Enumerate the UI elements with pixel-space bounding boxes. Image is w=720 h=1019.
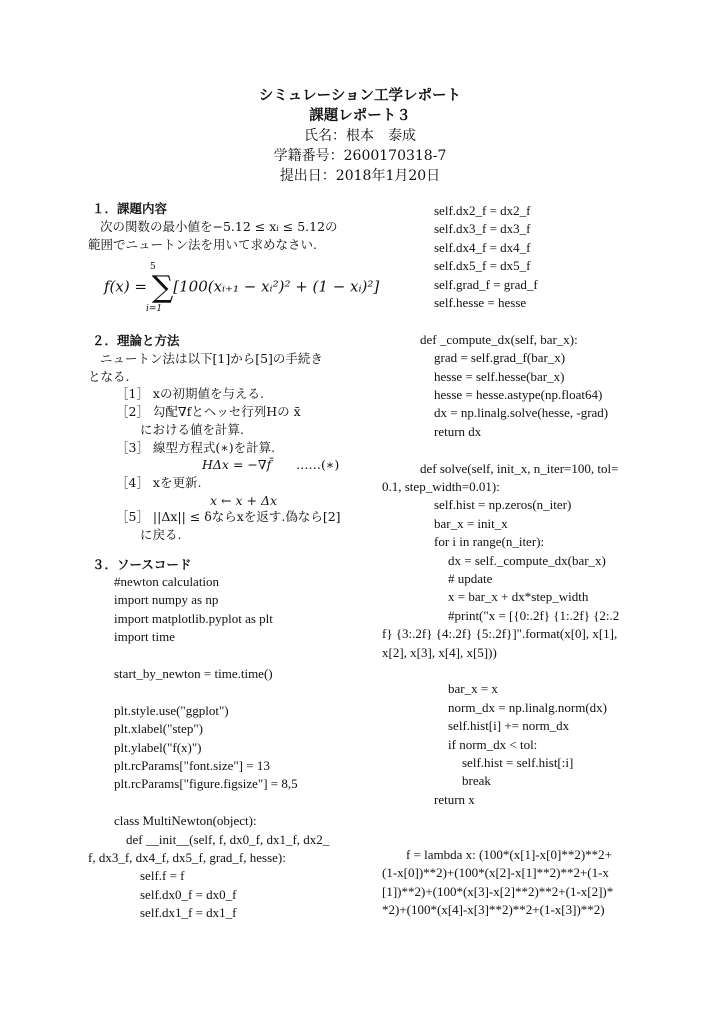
code-line: self.grad_f = grad_f: [434, 276, 538, 292]
code-line: *2)+(100*(x[4]-x[3]**2)**2+(1-x[3])**2): [382, 902, 605, 918]
code-line: self.dx5_f = dx5_f: [434, 258, 531, 274]
sum-upper-limit: 5: [150, 262, 156, 272]
procedure-step-1: ［1］ xの初期値を与える.: [116, 386, 264, 401]
code-line: [1])**2)+(100*(x[3]-x[2]**2)**2+(1-x[2])*: [382, 883, 614, 899]
sum-lower-limit: i=1: [146, 304, 163, 314]
section3-heading: ３．ソースコード: [92, 557, 192, 572]
code-line: f = lambda x: (100*(x[1]-x[0]**2)**2+: [406, 847, 613, 862]
report-title: シミュレーション工学レポート: [258, 87, 462, 104]
code-line: hesse = hesse.astype(np.float64): [434, 387, 603, 402]
procedure-step-4: ［4］ xを更新.: [116, 475, 202, 490]
code-line: (1-x[0])**2)+(100*(x[2]-x[1]**2)**2+(1-x: [382, 865, 609, 881]
code-line: dx = np.linalg.solve(hesse, -grad): [434, 405, 609, 421]
code-line: plt.style.use("ggplot"): [114, 702, 229, 718]
formula-rhs: [100(xᵢ₊₁ − xᵢ²)² + (1 − xᵢ)²]: [173, 277, 380, 296]
procedure-step-5: ［5］ ||Δx|| ≤ δならxを返す.偽なら[2]: [116, 509, 341, 524]
code-line: self.hist[i] += norm_dx: [448, 718, 570, 734]
code-line: self.dx0_f = dx0_f: [140, 886, 237, 902]
section1-heading: １．課題内容: [92, 201, 168, 216]
code-line: plt.xlabel("step"): [114, 721, 203, 737]
code-line: self.dx4_f = dx4_f: [434, 239, 531, 255]
objective-formula: [104, 262, 380, 314]
code-line: def _compute_dx(self, bar_x):: [420, 331, 578, 347]
code-line: self.hesse = hesse: [434, 295, 527, 310]
procedure-step-2-cont: における値を計算.: [140, 422, 244, 437]
code-line: f} {3:.2f} {4:.2f} {5:.2f}]".format(x[0], x[1],: [382, 626, 618, 642]
code-line: break: [462, 773, 491, 789]
code-line: f, dx3_f, dx4_f, dx5_f, grad_f, hesse):: [88, 850, 286, 865]
sum-sign: ∑: [151, 270, 174, 305]
code-line: 0.1, step_width=0.01):: [382, 479, 500, 494]
code-line: if norm_dx < tol:: [448, 736, 538, 752]
code-line: import numpy as np: [114, 592, 219, 608]
procedure-step-2: ［2］ 勾配∇fとヘッセ行列Hの x̄: [116, 404, 301, 419]
code-line: plt.rcParams["font.size"] = 13: [114, 758, 270, 773]
equation-label: ……(∗): [296, 457, 340, 472]
procedure-step-3: ［3］ 線型方程式(∗)を計算.: [116, 440, 276, 455]
section2-heading: ２．理論と方法: [92, 333, 180, 348]
code-line: return dx: [434, 423, 482, 439]
code-line: x = bar_x + dx*step_width: [448, 589, 589, 605]
code-line: def solve(self, init_x, n_iter=100, tol=: [420, 460, 619, 476]
section1-body-line: 範囲でニュートン法を用いて求めなさい.: [88, 237, 317, 252]
code-line: grad = self.grad_f(bar_x): [434, 350, 566, 366]
author-name: 氏名：根本 泰成: [304, 128, 416, 144]
code-line: x[2], x[3], x[4], x[5])): [382, 644, 497, 660]
report-subtitle: 課題レポート３: [309, 107, 411, 124]
code-line: #print("x = [{0:.2f} {1:.2f} {2:.2: [448, 607, 620, 623]
code-line: import time: [114, 629, 176, 645]
code-line: self.f = f: [140, 868, 185, 884]
update-rule: x ← x + Δx: [210, 493, 278, 508]
code-line: for i in range(n_iter):: [434, 534, 545, 550]
code-line: #newton calculation: [114, 574, 220, 589]
submission-date: 提出日：2018年1月20日: [279, 168, 441, 184]
code-line: self.dx3_f = dx3_f: [434, 221, 531, 237]
code-line: norm_dx = np.linalg.norm(dx): [448, 699, 607, 715]
code-line: hesse = self.hesse(bar_x): [434, 368, 565, 384]
code-line: plt.rcParams["figure.figsize"] = 8,5: [114, 776, 298, 792]
code-line: start_by_newton = time.time(): [114, 666, 273, 681]
section1-body-line: 次の関数の最小値を−5.12 ≤ xᵢ ≤ 5.12の: [100, 219, 338, 234]
code-line: dx = self._compute_dx(bar_x): [448, 552, 606, 568]
code-line: return x: [434, 791, 475, 807]
section2-intro-line: となる.: [88, 369, 130, 384]
procedure-step-5-cont: に戻る.: [140, 527, 182, 542]
report-header: [0, 86, 720, 186]
code-line: class MultiNewton(object):: [114, 813, 257, 829]
code-line: self.dx2_f = dx2_f: [434, 203, 531, 218]
linear-equation: HΔx = −∇f̄: [202, 457, 272, 472]
code-line: # update: [448, 571, 493, 586]
code-line: bar_x = init_x: [434, 515, 508, 531]
section2-intro-line: ニュートン法は以下[1]から[5]の手続き: [100, 351, 323, 366]
code-line: bar_x = x: [448, 681, 498, 697]
code-line: self.hist = self.hist[:i]: [462, 755, 574, 770]
code-line: self.hist = np.zeros(n_iter): [434, 497, 572, 513]
code-line: import matplotlib.pyplot as plt: [114, 610, 273, 626]
student-id: 学籍番号：2600170318-7: [273, 148, 447, 164]
code-line: self.dx1_f = dx1_f: [140, 905, 237, 921]
code-line: def __init__(self, f, dx0_f, dx1_f, dx2_: [126, 831, 330, 847]
code-line: plt.ylabel("f(x)"): [114, 739, 202, 755]
formula-lhs: f(x) =: [104, 277, 152, 296]
